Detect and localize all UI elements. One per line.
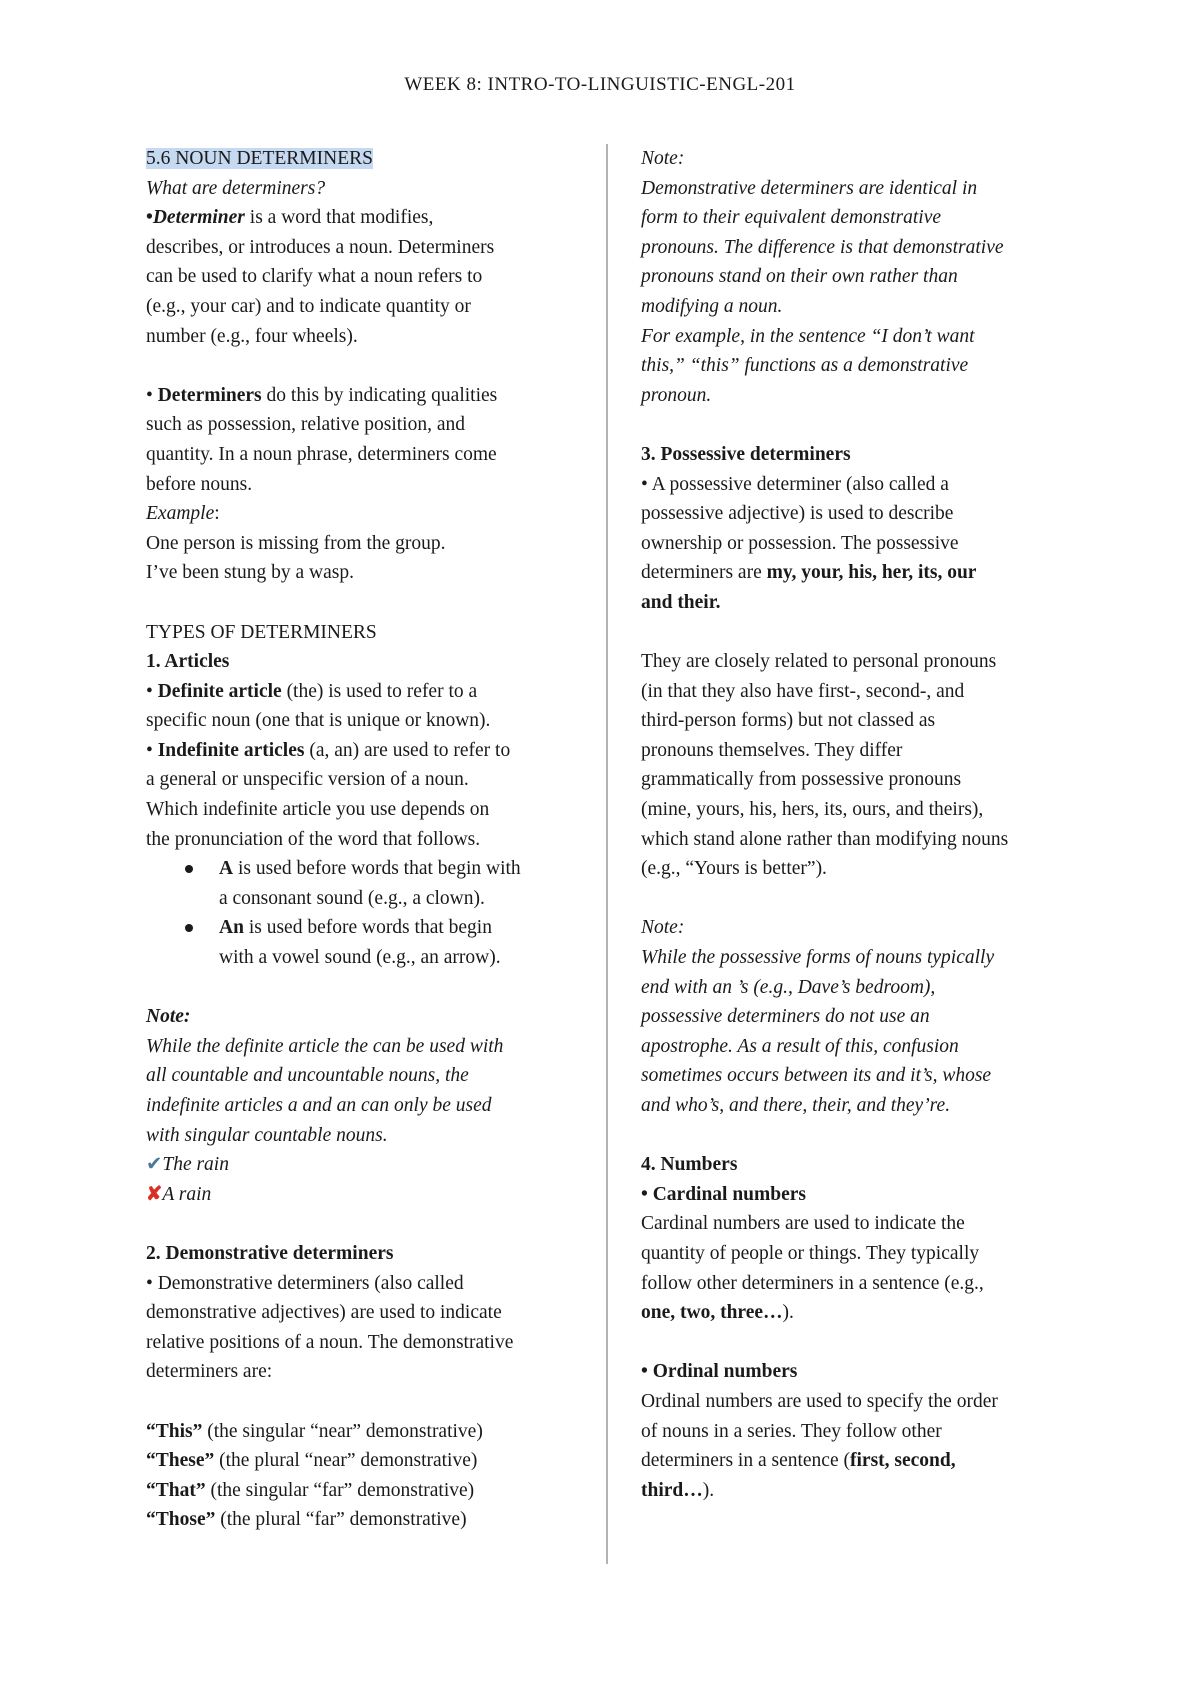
articles-heading: 1. Articles bbox=[146, 651, 230, 673]
possessive-heading: 3. Possessive determiners bbox=[641, 443, 851, 465]
function-line: such as possession, relative position, and bbox=[146, 414, 465, 436]
note-line: with singular countable nouns. bbox=[146, 1124, 388, 1146]
possessive-line: and their. bbox=[641, 591, 721, 613]
determiner-definition: •Determiner is a word that modifies, bbox=[146, 207, 434, 229]
related-line: (mine, yours, his, hers, its, ours, and theirs), bbox=[641, 799, 984, 821]
note-line: possessive determiners do not use an bbox=[641, 1006, 930, 1028]
cardinal-line: one, two, three…). bbox=[641, 1302, 794, 1324]
note-line: sometimes occurs between its and it’s, whose bbox=[641, 1065, 992, 1087]
demonstrative-line: demonstrative adjectives) are used to indicate bbox=[146, 1302, 502, 1324]
note-line: For example, in the sentence “I don’t want bbox=[641, 325, 975, 347]
check-icon: ✔ bbox=[146, 1154, 163, 1176]
note-line: Demonstrative determiners are identical in bbox=[641, 177, 978, 199]
list-item: A is used before words that begin with a consonant sound (e.g., a clown). bbox=[146, 854, 576, 913]
related-line: third-person forms) but not classed as bbox=[641, 710, 936, 732]
indefinite-article-item: • Indefinite articles (a, an) are used to refer to bbox=[146, 739, 511, 761]
definite-article-item: • Definite article (the) is used to refer to a bbox=[146, 680, 478, 702]
definite-article-line: specific noun (one that is unique or known). bbox=[146, 710, 491, 732]
note-line: While the possessive forms of nouns typically bbox=[641, 947, 995, 969]
note-label: Note: bbox=[641, 917, 685, 939]
cross-icon: ✘ bbox=[146, 1183, 163, 1205]
determiners-function: • Determiners do this by indicating qualities bbox=[146, 384, 498, 406]
note-line: pronouns. The difference is that demonstrative bbox=[641, 236, 1004, 258]
indefinite-article-line: Which indefinite article you use depends on bbox=[146, 799, 490, 821]
demonstrative-item-this: “This” (the singular “near” demonstrative) bbox=[146, 1420, 483, 1442]
ordinal-line: Ordinal numbers are used to specify the order bbox=[641, 1390, 998, 1412]
left-column bbox=[146, 144, 576, 1535]
related-line: (in that they also have first-, second-, and bbox=[641, 680, 965, 702]
related-line: which stand alone rather than modifying nouns bbox=[641, 828, 1009, 850]
right-column bbox=[641, 144, 1086, 1505]
demonstrative-line: relative positions of a noun. The demonstrative bbox=[146, 1331, 514, 1353]
note-label: Note: bbox=[146, 1006, 191, 1028]
ordinal-line: determiners in a sentence (first, second, bbox=[641, 1450, 956, 1472]
note-line: apostrophe. As a result of this, confusion bbox=[641, 1035, 959, 1057]
note-line: form to their equivalent demonstrative bbox=[641, 207, 942, 229]
bullet-dot bbox=[185, 865, 193, 873]
demonstrative-line: determiners are: bbox=[146, 1361, 273, 1383]
indefinite-article-line: the pronunciation of the word that follows. bbox=[146, 828, 481, 850]
demonstrative-item-those: “Those” (the plural “far” demonstrative) bbox=[146, 1509, 467, 1531]
demonstrative-item-that: “That” (the singular “far” demonstrative) bbox=[146, 1479, 475, 1501]
column-divider bbox=[606, 144, 608, 1564]
related-line: pronouns themselves. They differ bbox=[641, 739, 903, 761]
possessive-line: determiners are my, your, his, her, its, our bbox=[641, 562, 977, 584]
note-line: all countable and uncountable nouns, the bbox=[146, 1065, 469, 1087]
cardinal-line: follow other determiners in a sentence (e.g., bbox=[641, 1272, 984, 1294]
indefinite-article-line: a general or unspecific version of a noun. bbox=[146, 769, 469, 791]
possessive-line: • A possessive determiner (also called a bbox=[641, 473, 949, 495]
note-line: this,” “this” functions as a demonstrative bbox=[641, 355, 969, 377]
numbers-heading: 4. Numbers bbox=[641, 1154, 738, 1176]
bullet-dot bbox=[185, 924, 193, 932]
demonstrative-heading: 2. Demonstrative determiners bbox=[146, 1242, 394, 1264]
definition-line: number (e.g., four wheels). bbox=[146, 325, 358, 347]
note-label: Note: bbox=[641, 148, 685, 169]
correct-example: ✔The rain bbox=[146, 1154, 229, 1176]
note-line: While the definite article the can be used with bbox=[146, 1035, 504, 1057]
cardinal-line: quantity of people or things. They typically bbox=[641, 1242, 980, 1264]
definition-line: (e.g., your car) and to indicate quantity or bbox=[146, 295, 471, 317]
ordinal-line: third…). bbox=[641, 1479, 715, 1501]
incorrect-example: ✘A rain bbox=[146, 1183, 212, 1205]
demonstrative-line: • Demonstrative determiners (also called bbox=[146, 1272, 464, 1294]
possessive-line: possessive adjective) is used to describe bbox=[641, 503, 954, 525]
related-line: (e.g., “Yours is better”). bbox=[641, 858, 827, 880]
related-line: They are closely related to personal pronouns bbox=[641, 651, 997, 673]
note-line: modifying a noun. bbox=[641, 295, 783, 317]
demonstrative-item-these: “These” (the plural “near” demonstrative) bbox=[146, 1450, 478, 1472]
ordinal-heading: • Ordinal numbers bbox=[641, 1361, 798, 1383]
example-sentence: One person is missing from the group. bbox=[146, 532, 446, 554]
cardinal-line: Cardinal numbers are used to indicate the bbox=[641, 1213, 965, 1235]
page-header-title: WEEK 8: INTRO-TO-LINGUISTIC-ENGL-201 bbox=[404, 74, 796, 95]
function-line: quantity. In a noun phrase, determiners come bbox=[146, 443, 497, 465]
cardinal-heading: • Cardinal numbers bbox=[641, 1183, 807, 1205]
types-heading: TYPES OF DETERMINERS bbox=[146, 621, 377, 643]
ordinal-line: of nouns in a series. They follow other bbox=[641, 1420, 942, 1442]
article-bullet-list bbox=[146, 854, 576, 972]
list-item: An is used before words that begin with a vowel sound (e.g., an arrow). bbox=[146, 913, 576, 972]
section-title: 5.6 NOUN DETERMINERS bbox=[146, 148, 373, 169]
definition-line: can be used to clarify what a noun refers to bbox=[146, 266, 483, 288]
possessive-line: ownership or possession. The possessive bbox=[641, 532, 959, 554]
definition-line: describes, or introduces a noun. Determiners bbox=[146, 236, 495, 258]
function-line: before nouns. bbox=[146, 473, 253, 495]
example-label: Example: bbox=[146, 503, 220, 525]
note-line: pronouns stand on their own rather than bbox=[641, 266, 958, 288]
note-line: pronoun. bbox=[641, 384, 712, 406]
example-sentence: I’ve been stung by a wasp. bbox=[146, 562, 354, 584]
note-line: end with an ’s (e.g., Dave’s bedroom), bbox=[641, 976, 936, 998]
note-line: indefinite articles a and an can only be used bbox=[146, 1095, 492, 1116]
related-line: grammatically from possessive pronouns bbox=[641, 769, 962, 791]
question-text: What are determiners? bbox=[146, 177, 326, 199]
note-line: and who’s, and there, their, and they’re. bbox=[641, 1095, 951, 1116]
